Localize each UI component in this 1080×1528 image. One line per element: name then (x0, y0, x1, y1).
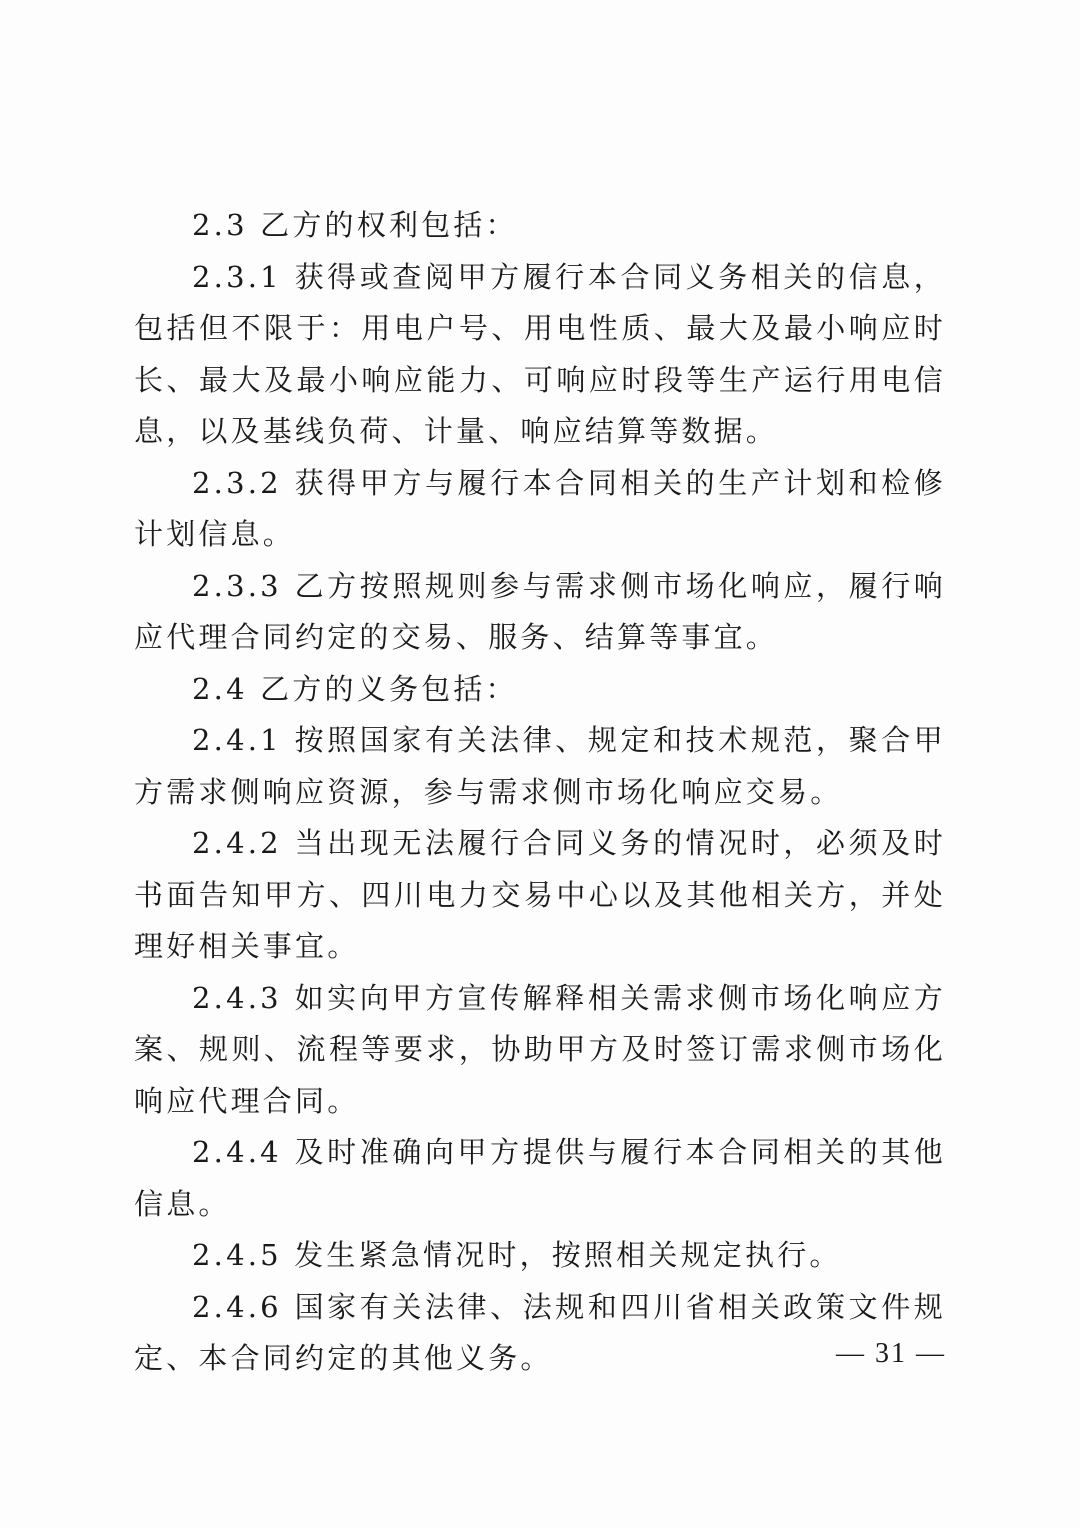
document-body (134, 200, 946, 1385)
paragraph-2-4-3: 2.4.3 如实向甲方宣传解释相关需求侧市场化响应方案、规则、流程等要求，协助甲方及时签订需求侧市场化响应代理合同。 (134, 980, 946, 1118)
paragraph-2-4-2: 2.4.2 当出现无法履行合同义务的情况时，必须及时书面告知甲方、四川电力交易中心以及其他相关方，并处理好相关事宜。 (134, 826, 946, 963)
paragraph-2-4: 2.4 乙方的义务包括： (192, 671, 518, 706)
paragraph-2-4-6: 2.4.6 国家有关法律、法规和四川省相关政策文件规定、本合同约定的其他义务。 (134, 1289, 946, 1375)
page-number: — 31 — (836, 1338, 946, 1369)
paragraph-2-4-5: 2.4.5 发生紧急情况时，按照相关规定执行。 (192, 1238, 842, 1272)
paragraph-2-3-1: 2.3.1 获得或查阅甲方履行本合同义务相关的信息，包括但不限于：用电户号、用电性质、最大及最小响应时长、最大及最小响应能力、可响应时段等生产运行用电信息，以及基线负荷、计量、响应结算等数据。 (134, 259, 946, 448)
paragraph-2-4-4: 2.4.4 及时准确向甲方提供与履行本合同相关的其他信息。 (134, 1135, 946, 1221)
paragraph-2-4-1: 2.4.1 按照国家有关法律、规定和技术规范，聚合甲方需求侧响应资源，参与需求侧市场化响应交易。 (134, 723, 946, 809)
paragraph-2-3: 2.3 乙方的权利包括： (192, 208, 518, 242)
paragraph-2-3-3: 2.3.3 乙方按照规则参与需求侧市场化响应，履行响应代理合同约定的交易、服务、结算等事宜。 (134, 568, 946, 654)
paragraph-2-3-2: 2.3.2 获得甲方与履行本合同相关的生产计划和检修计划信息。 (134, 465, 946, 551)
